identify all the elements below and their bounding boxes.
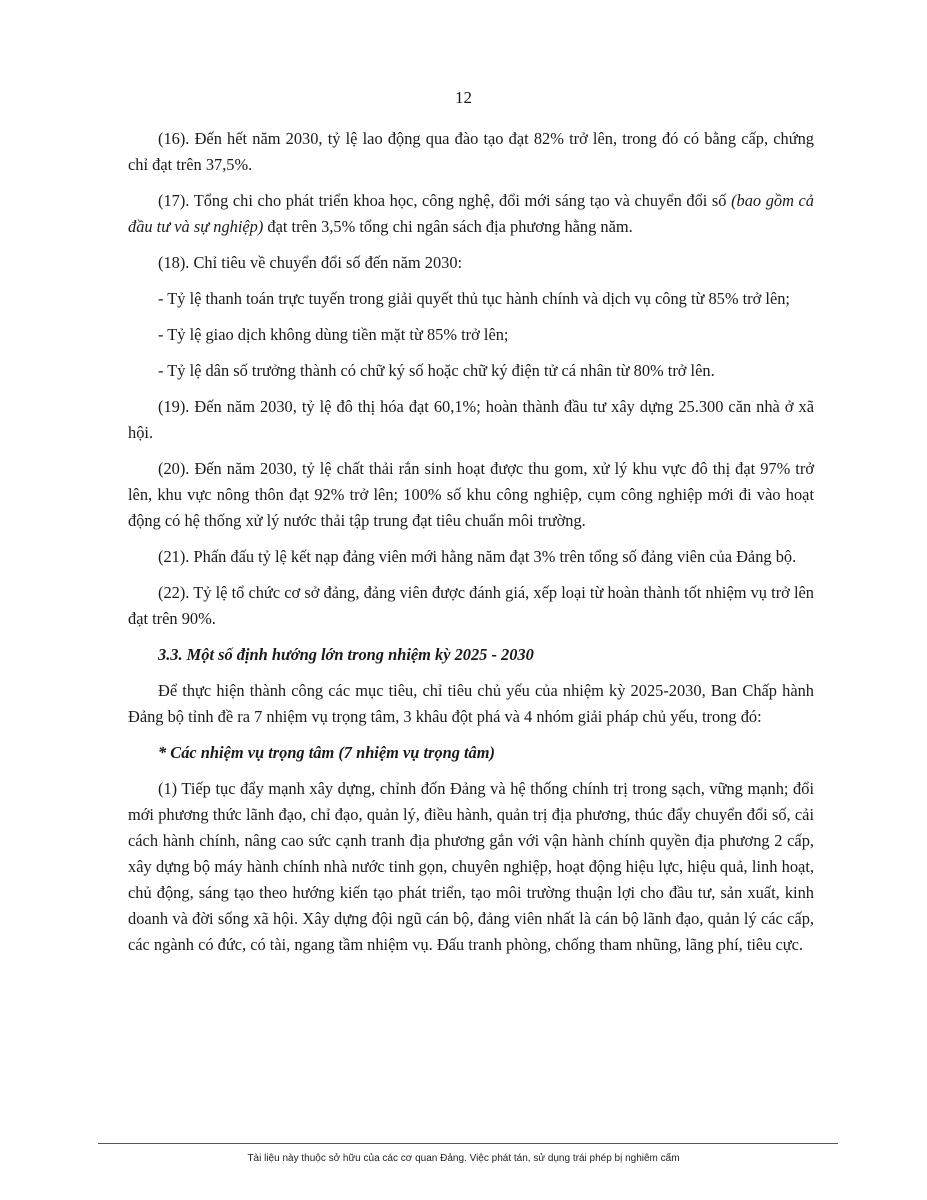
paragraph-18-item-cashless: - Tỷ lệ giao dịch không dùng tiền mặt từ 85% trở lên; xyxy=(158,325,509,344)
subsection-heading: * Các nhiệm vụ trọng tâm (7 nhiệm vụ trọng tâm) xyxy=(158,743,495,762)
paragraph-19: (19). Đến năm 2030, tỷ lệ đô thị hóa đạt 60,1%; hoàn thành đầu tư xây dựng 25.300 căn nhà ở xã hội. xyxy=(128,397,814,442)
paragraph-16: (16). Đến hết năm 2030, tỷ lệ lao động qua đào tạo đạt 82% trở lên, trong đó có bằng cấp, chứng chỉ đạt trên 37,5%. xyxy=(128,129,814,174)
paragraph-22: (22). Tỷ lệ tổ chức cơ sở đảng, đảng viên được đánh giá, xếp loại từ hoàn thành tốt nhiệm vụ trở lên đạt trên 90%. xyxy=(128,583,814,628)
paragraph-17-text-end: đạt trên 3,5% tổng chi ngân sách địa phương hằng năm. xyxy=(263,217,633,236)
document-body xyxy=(128,126,814,968)
page-number: 12 xyxy=(455,88,472,107)
paragraph-17-text-start: (17). Tổng chi cho phát triển khoa học, công nghệ, đổi mới sáng tạo và chuyển đổi số xyxy=(158,191,732,210)
paragraph-18-item-digital-signature: - Tỷ lệ dân số trưởng thành có chữ ký số hoặc chữ ký điện tử cá nhân từ 80% trở lên. xyxy=(158,361,715,380)
section-heading: 3.3. Một số định hướng lớn trong nhiệm kỳ 2025 - 2030 xyxy=(158,645,534,664)
paragraph-21: (21). Phấn đấu tỷ lệ kết nạp đảng viên mới hằng năm đạt 3% trên tổng số đảng viên của Đảng bộ. xyxy=(158,547,797,566)
paragraph-17 xyxy=(128,188,814,240)
footer-divider xyxy=(98,1143,838,1144)
footer-notice: Tài liệu này thuộc sở hữu của các cơ quan Đảng. Việc phát tán, sử dụng trái phép bị nghiêm cấm xyxy=(247,1153,680,1164)
section-intro: Để thực hiện thành công các mục tiêu, chỉ tiêu chủ yếu của nhiệm kỳ 2025-2030, Ban Chấp hành Đảng bộ tỉnh đề ra 7 nhiệm vụ trọng tâm, 3 khâu đột phá và 4 nhóm giải pháp chủ yếu, trong đó: xyxy=(128,681,814,726)
paragraph-18-item-online-payment: - Tỷ lệ thanh toán trực tuyến trong giải quyết thủ tục hành chính và dịch vụ công từ 85% trở lên; xyxy=(158,289,790,308)
paragraph-18: (18). Chỉ tiêu về chuyển đổi số đến năm 2030: xyxy=(158,253,463,272)
paragraph-20: (20). Đến năm 2030, tỷ lệ chất thải rắn sinh hoạt được thu gom, xử lý khu vực đô thị đạt 97% trở lên, khu vực nông thôn đạt 92% trở lên; 100% số khu công nghiệp, cụm công nghiệp mới đi vào hoạt động có hệ thống xử lý nước thải tập trung đạt tiêu chuẩn môi trường. xyxy=(128,459,814,530)
paragraph-17-italic-note: (bao gồm cả đầu tư và sự nghiệp) xyxy=(128,191,815,236)
task-1-paragraph: (1) Tiếp tục đẩy mạnh xây dựng, chỉnh đốn Đảng và hệ thống chính trị trong sạch, vững mạnh; đổi mới phương thức lãnh đạo, chỉ đạo, quản lý, điều hành, quản trị địa phương, thúc đẩy chuyển đổi số, cải cách hành chính, nâng cao sức cạnh tranh địa phương gắn với vận hành chính quyền địa phương 2 cấp, xây dựng bộ máy hành chính nhà nước tinh gọn, chuyên nghiệp, hoạt động hiệu lực, hiệu quả, linh hoạt, chủ động, sáng tạo theo hướng kiến tạo phát triển, tạo môi trường thuận lợi cho đầu tư, sản xuất, kinh doanh và đời sống xã hội. Xây dựng đội ngũ cán bộ, đảng viên nhất là cán bộ lãnh đạo, quản lý các cấp, các ngành có đức, có tài, ngang tầm nhiệm vụ. Đấu tranh phòng, chống tham nhũng, lãng phí, tiêu cực. xyxy=(128,779,814,954)
